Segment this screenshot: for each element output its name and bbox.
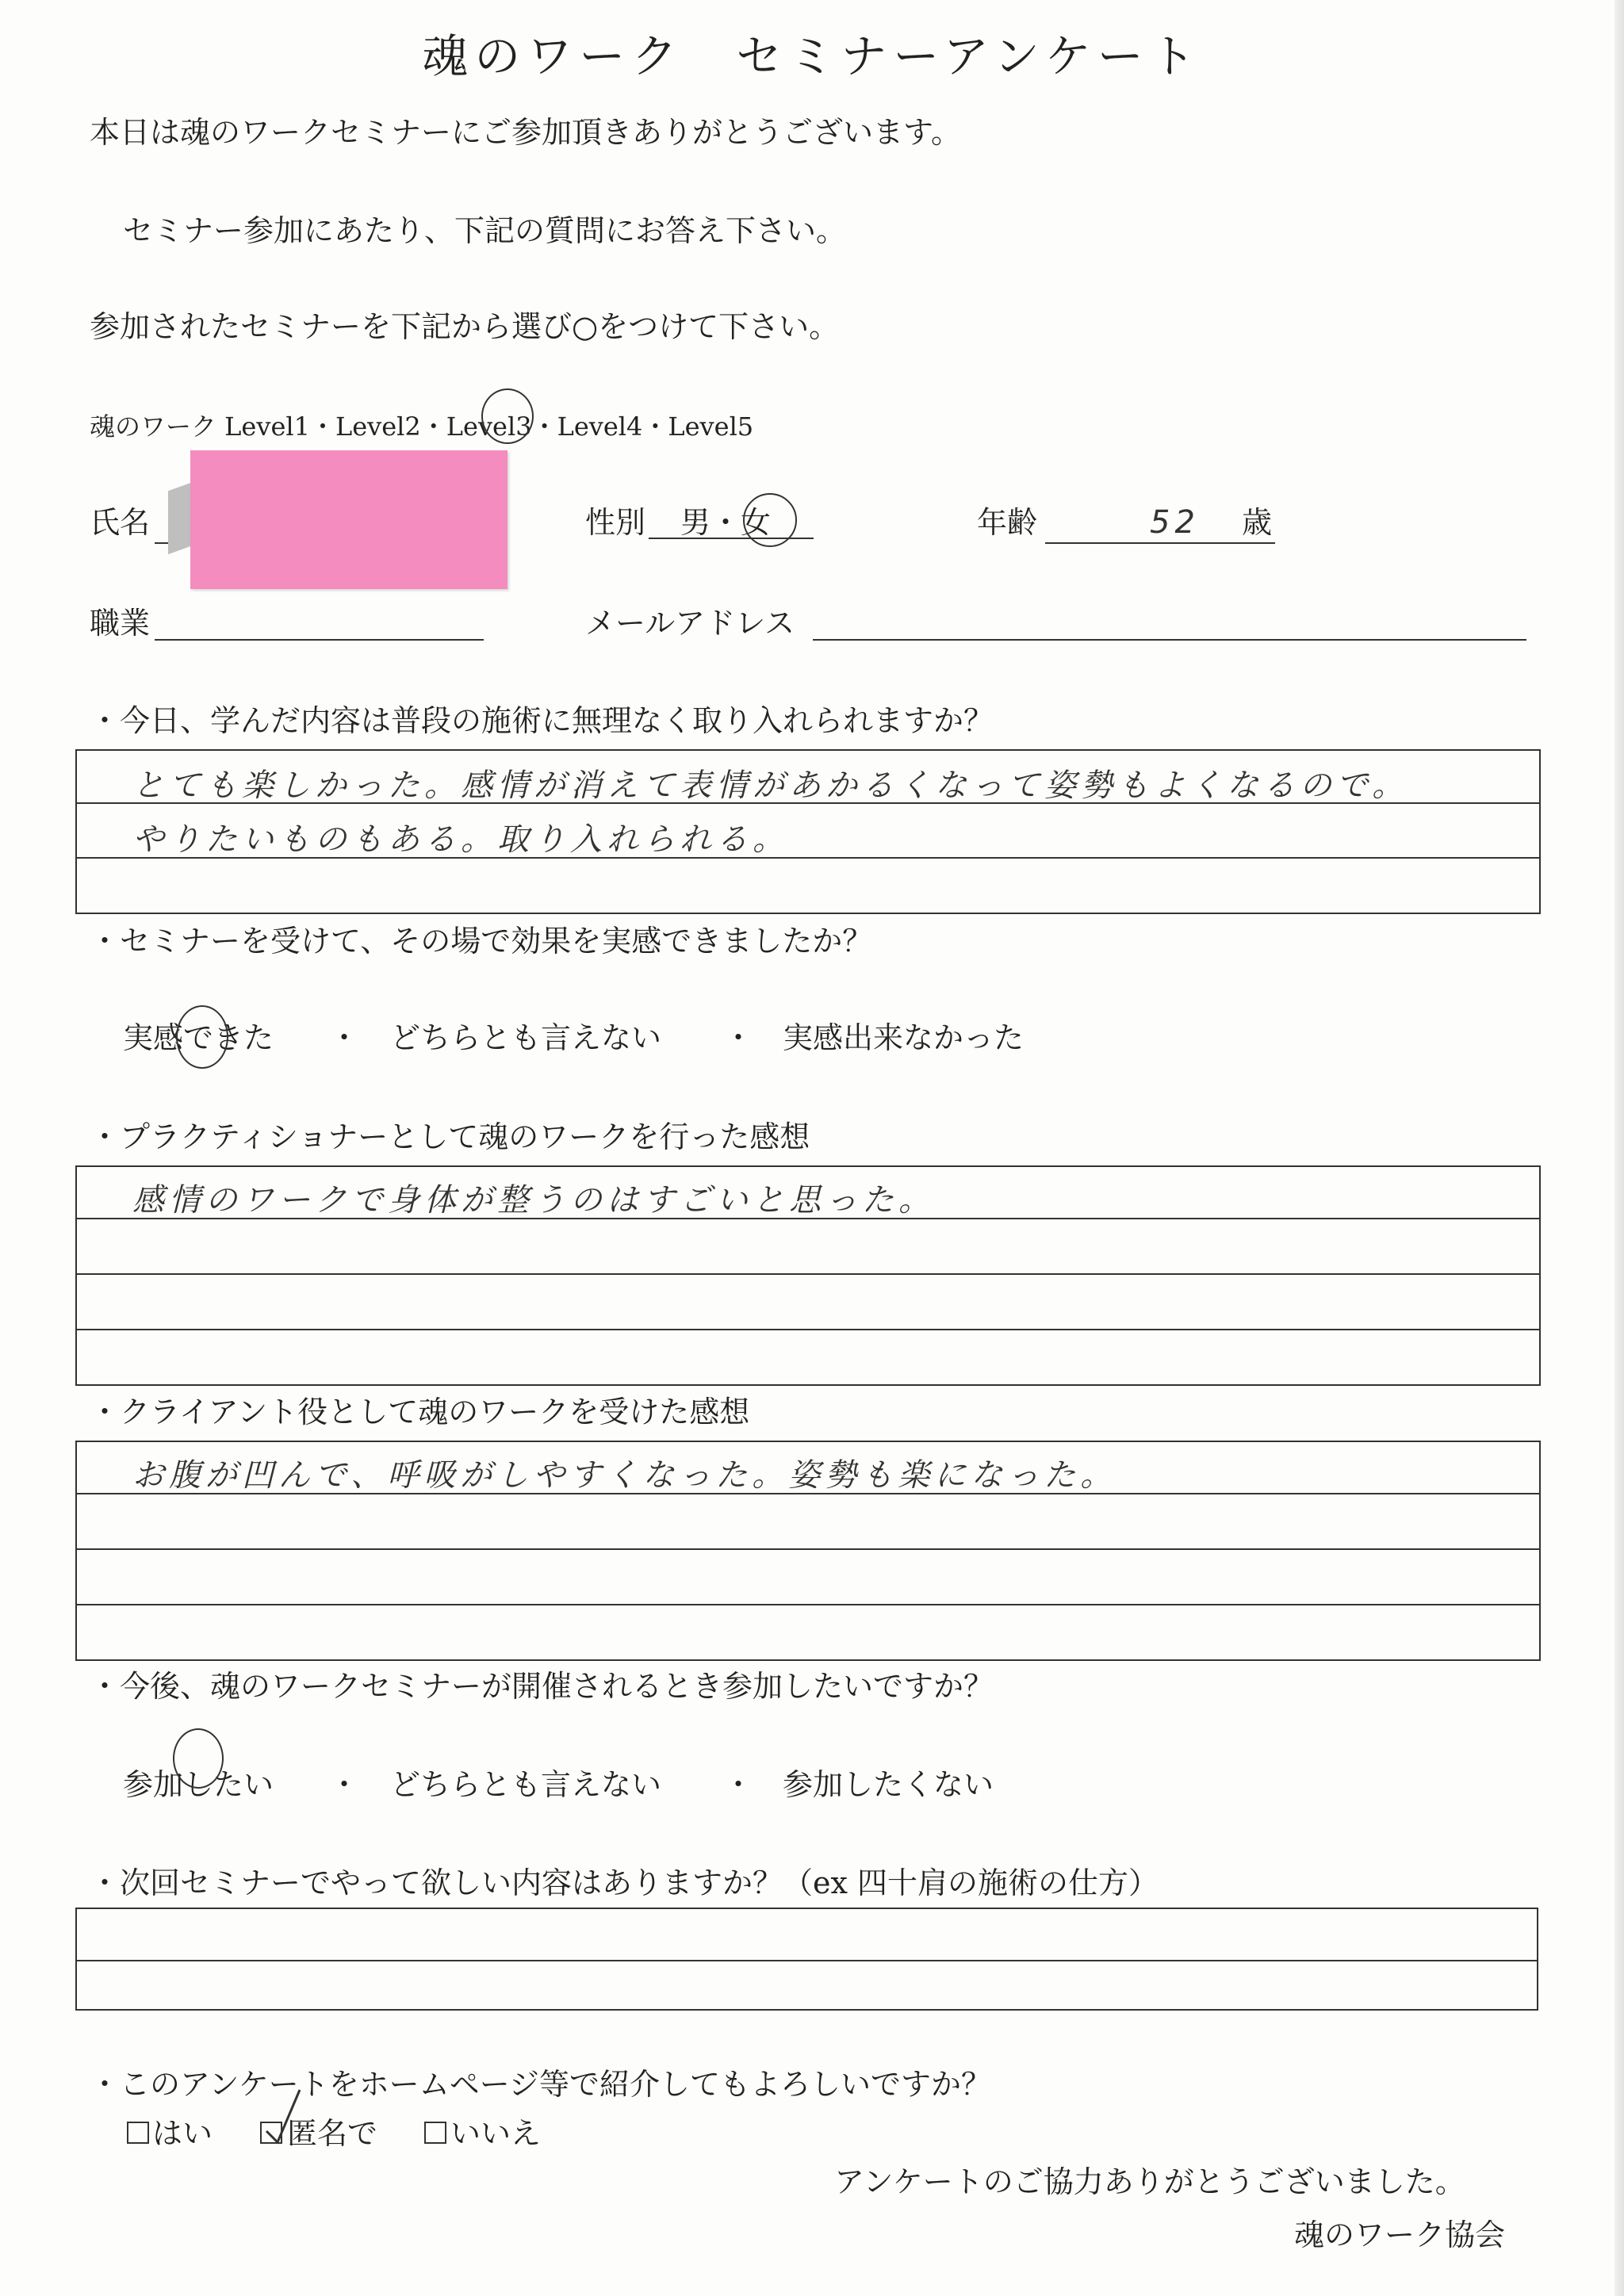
level-options: 魂のワーク Level1・Level2・Level3・Level4・Level5: [90, 411, 754, 442]
q2-option-yes: 実感できた: [123, 1020, 274, 1055]
job-underline: [155, 639, 484, 641]
q2-option-no: 実感出来なかった: [783, 1020, 1025, 1055]
q5-option-neutral: どちらとも言えない: [390, 1767, 662, 1802]
q7-question: ・このアンケートをホームページ等で紹介してもよろしいですか？: [90, 2067, 991, 2102]
q4-question: ・クライアント役として魂のワークを受けた感想: [90, 1395, 750, 1429]
q2-question: ・セミナーを受けて、その場で効果を実感できましたか？: [90, 924, 873, 959]
q7-option-no: いいえ: [450, 2116, 542, 2151]
q6-row-divider: [77, 1960, 1537, 1961]
q4-answer-line-1: お腹が凹んで、呼吸がしやすくなった。姿勢も楽になった。: [132, 1457, 1117, 1494]
q1-question: ・今日、学んだ内容は普段の施術に無理なく取り入れられますか？: [90, 703, 994, 738]
q2-circle-mark: [176, 1005, 228, 1069]
q6-question: ・次回セミナーでやって欲しい内容はありますか？（ex 四十肩の施術の仕方）: [90, 1866, 1159, 1900]
q2-separator: ・: [723, 1020, 754, 1055]
q2-separator: ・: [329, 1020, 360, 1055]
name-label: 氏名: [90, 505, 151, 540]
q3-row-divider: [77, 1329, 1539, 1330]
q3-row-divider: [77, 1273, 1539, 1275]
age-value: 52: [1150, 504, 1200, 541]
page-title: 魂のワーク セミナーアンケート: [422, 29, 1202, 83]
q4-row-divider: [77, 1604, 1539, 1605]
q5-option-no: 参加したくない: [783, 1767, 994, 1802]
q2-option-neutral: どちらとも言えない: [390, 1020, 662, 1055]
q7-option-yes: はい: [152, 2116, 213, 2151]
q3-answer-box: [75, 1165, 1541, 1386]
q1-answer-box: [75, 749, 1541, 914]
closing-message: アンケートのご協力ありがとうございました。: [834, 2164, 1465, 2199]
q7-option-anonymous: 匿名で: [287, 2116, 378, 2151]
intro-line-3: 参加されたセミナーを下記から選び○をつけて下さい。: [90, 309, 840, 344]
q5-option-yes: 参加したい: [123, 1767, 274, 1802]
q7-checkbox-no[interactable]: [424, 2122, 446, 2144]
email-label: メールアドレス: [585, 606, 795, 641]
intro-line-1: 本日は魂のワークセミナーにご参加頂きありがとうございます。: [90, 115, 961, 150]
q5-separator: ・: [329, 1767, 360, 1802]
intro-line-2: セミナー参加にあたり、下記の質問にお答え下さい。: [123, 213, 847, 248]
job-label: 職業: [90, 606, 151, 641]
email-underline: [813, 639, 1526, 641]
age-unit: 歳: [1242, 505, 1273, 540]
level3-circle-mark: [481, 388, 534, 444]
q1-answer-line-2: やりたいものもある。取り入れられる。: [132, 821, 789, 858]
q5-question: ・今後、魂のワークセミナーが開催されるとき参加したいですか？: [90, 1669, 994, 1704]
q6-answer-box: [75, 1908, 1538, 2011]
q3-answer-line-1: 感情のワークで身体が整うのはすごいと思った。: [132, 1182, 935, 1219]
q7-checkbox-yes[interactable]: [127, 2122, 149, 2144]
q5-separator: ・: [723, 1767, 754, 1802]
q4-row-divider: [77, 1548, 1539, 1550]
age-underline: [1045, 542, 1275, 544]
gender-label: 性別: [585, 505, 646, 540]
scan-page-edge: [1614, 0, 1624, 2296]
q4-answer-box: [75, 1441, 1541, 1661]
redaction-sticky-note: [190, 450, 508, 589]
gender-options: 男・女: [649, 507, 814, 539]
q1-answer-line-1: とても楽しかった。感情が消えて表情があかるくなって姿勢もよくなるので。: [132, 767, 1409, 804]
age-label: 年齢: [977, 505, 1038, 540]
q5-circle-mark: [173, 1728, 224, 1789]
female-circle-mark: [743, 493, 797, 547]
q3-question: ・プラクティショナーとして魂のワークを行った感想: [90, 1119, 810, 1154]
organization-name: 魂のワーク協会: [1294, 2218, 1506, 2252]
